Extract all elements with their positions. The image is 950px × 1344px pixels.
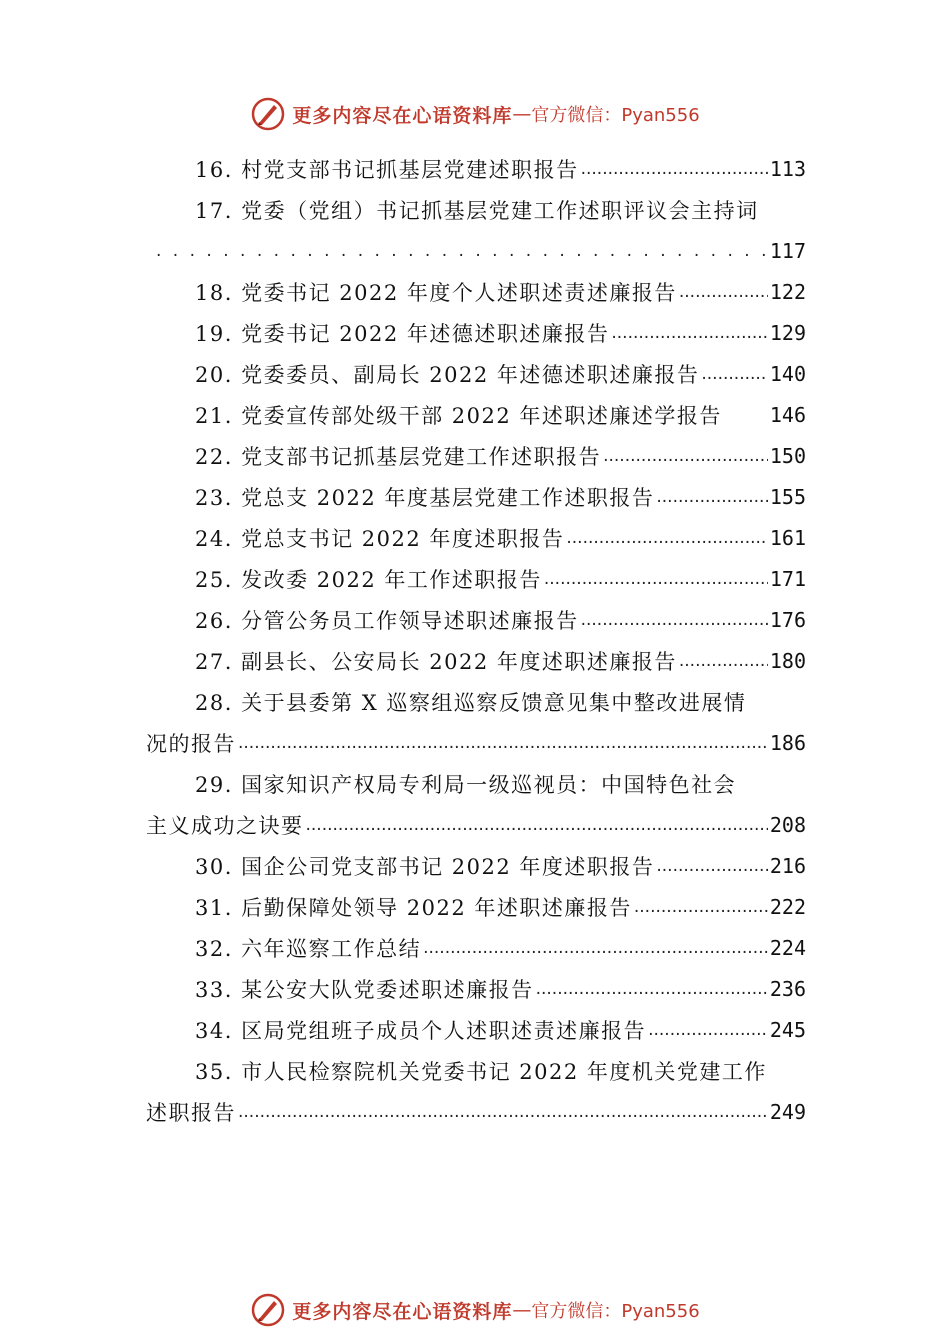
toc-page-number: 222 — [769, 894, 806, 919]
toc-entry-continuation-text: 况的报告 — [146, 731, 236, 756]
banner-separator: — — [512, 103, 532, 125]
toc-entry-continuation[interactable] — [146, 804, 806, 845]
toc-leader-dots — [656, 855, 768, 877]
toc-entry-title: 19. 党委书记 2022 年述德述职述廉报告 — [195, 321, 610, 346]
banner-wechat-text: 官方微信：Pyan556 — [531, 105, 700, 126]
toc-leader-dots — [634, 896, 768, 918]
toc-leader-dots — [544, 568, 768, 590]
toc-entry[interactable] — [146, 681, 806, 722]
banner-separator: — — [512, 1299, 532, 1321]
toc-entry-title: 28. 关于县委第 X 巡察组巡察反馈意见集中整改进展情 — [195, 690, 747, 715]
banner-main-text: 更多内容尽在心语资料库 — [292, 1300, 513, 1323]
toc-page-number: 171 — [769, 566, 806, 591]
toc-entry-title: 25. 发改委 2022 年工作述职报告 — [195, 567, 542, 592]
toc-entry[interactable] — [146, 640, 806, 681]
toc-leader-dots — [238, 732, 768, 754]
toc-entry[interactable] — [146, 394, 806, 435]
header-banner — [0, 94, 950, 134]
toc-page-number: 176 — [769, 607, 806, 632]
toc-entry[interactable] — [146, 599, 806, 640]
toc-page-number: 224 — [769, 935, 806, 960]
toc-entry-title: 22. 党支部书记抓基层党建工作述职报告 — [195, 444, 602, 469]
toc-entry-title: 34. 区局党组班子成员个人述职述责述廉报告 — [195, 1018, 647, 1043]
toc-entry[interactable] — [146, 517, 806, 558]
toc-entry-title: 31. 后勤保障处领导 2022 年述职述廉报告 — [195, 895, 632, 920]
toc-entry[interactable] — [146, 763, 806, 804]
toc-entry[interactable] — [146, 353, 806, 394]
toc-entry-title: 35. 市人民检察院机关党委书记 2022 年度机关党建工作 — [195, 1059, 767, 1084]
toc-entry[interactable] — [146, 312, 806, 353]
toc-page-number: 208 — [769, 812, 806, 837]
toc-leader-dots — [238, 1101, 768, 1123]
toc-leader-dots — [581, 609, 768, 631]
toc-page-number: 140 — [769, 361, 806, 386]
toc-entry-title: 16. 村党支部书记抓基层党建述职报告 — [195, 157, 579, 182]
quill-pen-logo-icon — [250, 96, 286, 132]
toc-entry[interactable] — [146, 886, 806, 927]
toc-entry-title: 23. 党总支 2022 年度基层党建工作述职报告 — [195, 485, 655, 510]
toc-leader-dots — [423, 937, 768, 959]
toc-entry[interactable] — [146, 845, 806, 886]
toc-leader-dots — [156, 240, 768, 262]
toc-entry-continuation[interactable] — [146, 1091, 806, 1132]
toc-entry[interactable] — [146, 476, 806, 517]
toc-leader-dots — [656, 486, 768, 508]
toc-leader-dots — [581, 158, 768, 180]
table-of-contents — [146, 148, 806, 1132]
toc-page-number: 216 — [769, 853, 806, 878]
toc-leader-dots — [536, 978, 768, 1000]
toc-page-number: 161 — [769, 525, 806, 550]
toc-page-number: 245 — [769, 1017, 806, 1042]
toc-page-number: 186 — [769, 730, 806, 755]
toc-entry[interactable] — [146, 558, 806, 599]
toc-entry-continuation[interactable] — [146, 722, 806, 763]
toc-leader-dots — [701, 363, 768, 385]
toc-leader-dots — [306, 814, 768, 836]
toc-entry[interactable] — [146, 189, 806, 230]
toc-leader-dots — [679, 650, 768, 672]
toc-entry[interactable] — [146, 148, 806, 189]
toc-entry-title: 32. 六年巡察工作总结 — [195, 936, 422, 961]
toc-entry-title: 27. 副县长、公安局长 2022 年度述职述廉报告 — [195, 649, 677, 674]
toc-leader-dots — [611, 322, 768, 344]
toc-entry-continuation[interactable] — [146, 230, 806, 271]
toc-entry-title: 18. 党委书记 2022 年度个人述职述责述廉报告 — [195, 280, 677, 305]
toc-entry-title: 30. 国企公司党支部书记 2022 年度述职报告 — [195, 854, 655, 879]
toc-leader-dots — [679, 281, 768, 303]
toc-entry-continuation-text: 主义成功之诀要 — [146, 813, 304, 838]
toc-entry-continuation-text: 述职报告 — [146, 1100, 236, 1125]
toc-entry[interactable] — [146, 435, 806, 476]
toc-leader-dots — [566, 527, 768, 549]
toc-page-number: 129 — [769, 320, 806, 345]
toc-entry[interactable] — [146, 1009, 806, 1050]
toc-entry-title: 26. 分管公务员工作领导述职述廉报告 — [195, 608, 579, 633]
toc-page-number: 155 — [769, 484, 806, 509]
toc-entry[interactable] — [146, 968, 806, 1009]
toc-entry[interactable] — [146, 271, 806, 312]
toc-entry-title: 20. 党委委员、副局长 2022 年述德述职述廉报告 — [195, 362, 700, 387]
banner-wechat-text: 官方微信：Pyan556 — [531, 1301, 700, 1322]
toc-entry-title: 17. 党委（党组）书记抓基层党建工作述职评议会主持词 — [195, 198, 759, 223]
toc-entry-title: 33. 某公安大队党委述职述廉报告 — [195, 977, 534, 1002]
toc-leader-dots — [603, 445, 768, 467]
toc-page-number: 236 — [769, 976, 806, 1001]
footer-banner — [0, 1290, 950, 1330]
toc-page-number: 113 — [769, 156, 806, 181]
toc-entry[interactable] — [146, 927, 806, 968]
toc-page-number: 122 — [769, 279, 806, 304]
toc-entry[interactable] — [146, 1050, 806, 1091]
toc-page-number: 150 — [769, 443, 806, 468]
toc-page-number: 146 — [769, 402, 806, 427]
toc-entry-title: 29. 国家知识产权局专利局一级巡视员：中国特色社会 — [195, 772, 737, 797]
toc-page-number: 249 — [769, 1099, 806, 1124]
toc-leader-dots — [648, 1019, 768, 1041]
quill-pen-logo-icon — [250, 1292, 286, 1328]
banner-main-text: 更多内容尽在心语资料库 — [292, 104, 513, 127]
toc-entry-title: 24. 党总支书记 2022 年度述职报告 — [195, 526, 565, 551]
toc-entry-title: 21. 党委宣传部处级干部 2022 年述职述廉述学报告 — [195, 403, 722, 428]
toc-page-number: 117 — [769, 238, 806, 263]
toc-page-number: 180 — [769, 648, 806, 673]
